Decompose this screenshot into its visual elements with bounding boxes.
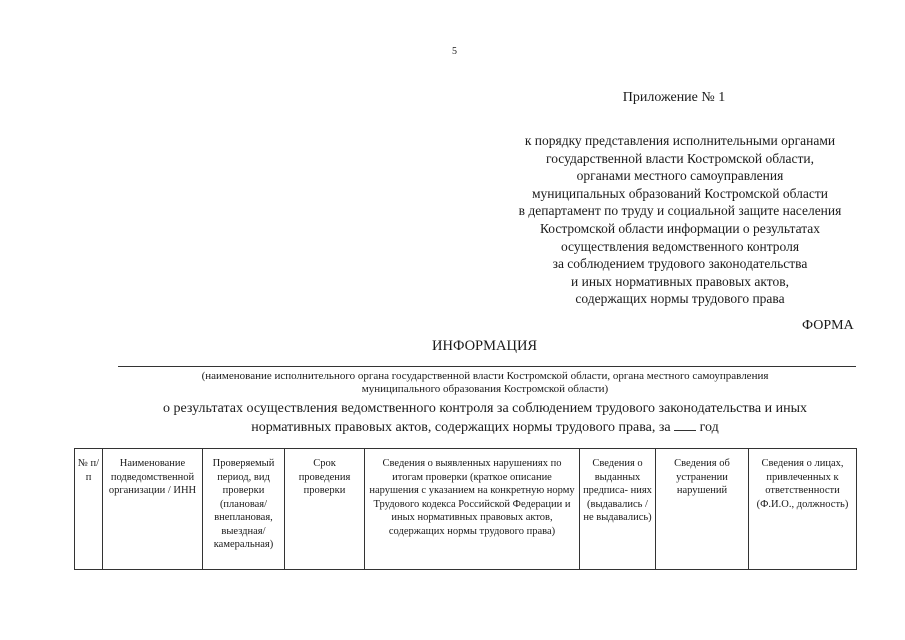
appendix-title: Приложение № 1 — [622, 90, 726, 105]
table-header-row — [75, 449, 857, 570]
appendix-line: муниципальных образований Костромской области — [531, 185, 829, 201]
report-table — [74, 448, 857, 570]
header-orders: Сведения о выданных предписа- ниях (выдавались /не выдавались) — [580, 449, 656, 570]
page-number: 5 — [452, 46, 457, 57]
document-title: ИНФОРМАЦИЯ — [432, 338, 538, 354]
appendix-line: к порядку представления исполнительными органами — [524, 133, 836, 148]
appendix-line: Костромской области информации о результатах — [539, 220, 821, 236]
header-organization: Наименование подведомственной организации / ИНН — [103, 449, 203, 570]
appendix-line: государственной власти Костромской области, — [546, 150, 814, 166]
header-remediation: Сведения об устранении нарушений — [656, 449, 749, 570]
appendix-line: содержащих нормы трудового права — [575, 291, 785, 307]
appendix-line: осуществления ведомственного контроля — [560, 238, 800, 254]
appendix-line: и иных нормативных правовых актов, — [571, 273, 789, 289]
appendix-line: органами местного самоуправления — [576, 168, 784, 184]
organization-name-line — [118, 366, 856, 367]
organization-caption-line: (наименование исполнительного органа государственной власти Костромской области, органа местного самоуправления — [201, 370, 769, 382]
header-responsible-persons: Сведения о лицах, привлеченных к ответственности (Ф.И.О., должность) — [749, 449, 857, 570]
year-word: год — [699, 420, 719, 435]
form-label: ФОРМА — [802, 318, 854, 333]
report-subject-text: нормативных правовых актов, содержащих нормы трудового права, за — [251, 420, 671, 435]
report-subject-line — [110, 418, 860, 437]
organization-caption-line: муниципального образования Костромской области) — [361, 383, 609, 395]
header-period-type: Проверяемый период, вид проверки (плановая/ внеплановая, выездная/ камеральная) — [203, 449, 285, 570]
appendix-text — [470, 132, 890, 308]
header-inspection-term: Срок проведения проверки — [285, 449, 365, 570]
appendix-line: за соблюдением трудового законодательства — [552, 256, 808, 272]
header-violations: Сведения о выявленных нарушениях по итогам проверки (краткое описание нарушения с указанием на конкретную норму Трудового кодекса Российской Федерации и иных нормативных правовых актов, содержащих нормы трудового права) — [365, 449, 580, 570]
appendix-line: в департамент по труду и социальной защите населения — [518, 203, 842, 219]
header-row-number: № п/п — [75, 449, 103, 570]
year-blank-field — [674, 418, 696, 431]
organization-caption — [110, 370, 860, 396]
report-subject-line: о результатах осуществления ведомственного контроля за соблюдением трудового законодательства и иных — [163, 401, 807, 416]
report-subject — [110, 400, 860, 437]
